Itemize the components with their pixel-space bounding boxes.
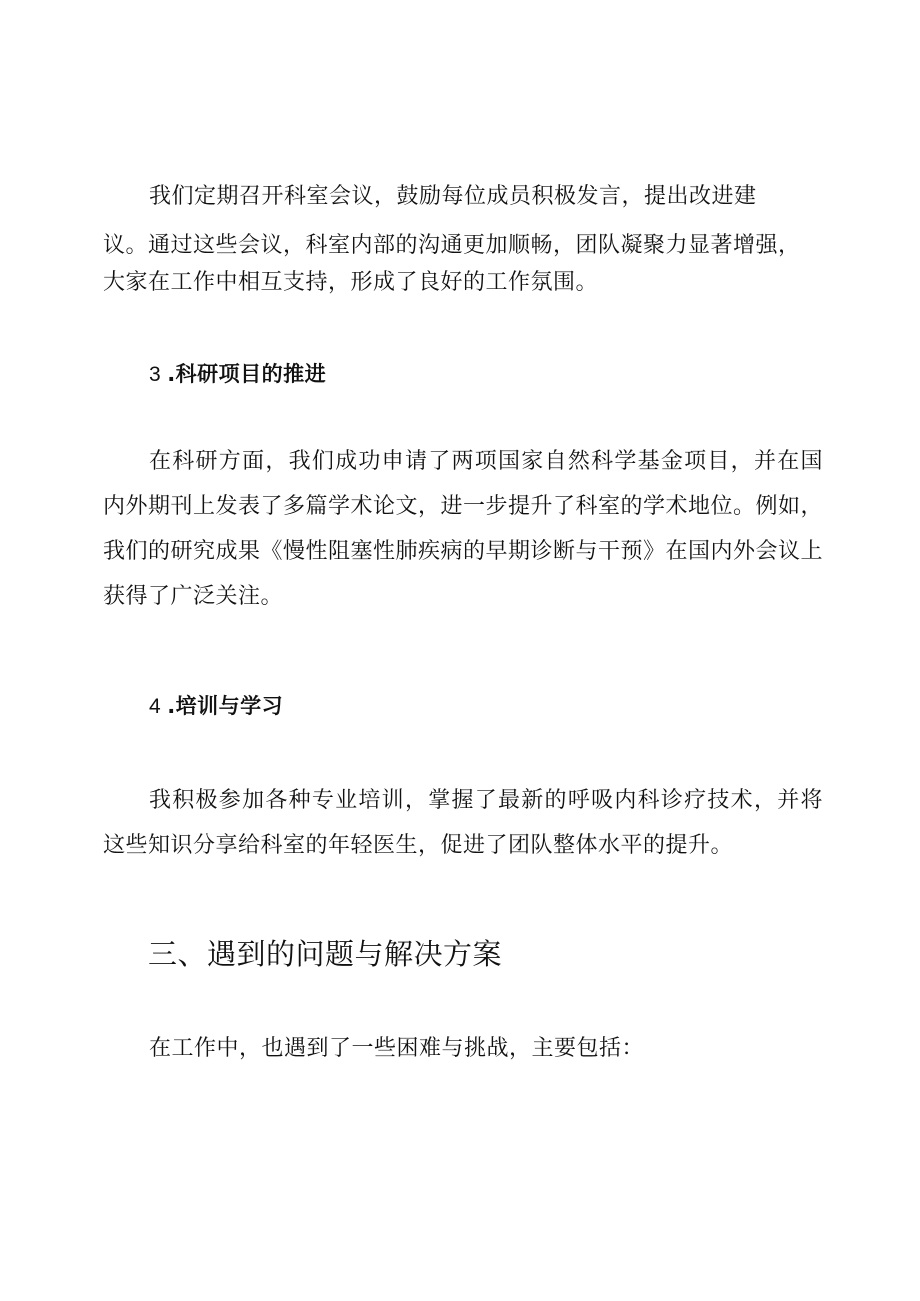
section-3-number: 3	[149, 363, 162, 386]
chapter-3-intro: 在工作中，也遇到了一些困难与挑战，主要包括：	[149, 1036, 645, 1061]
section-3-title: .科研项目的推进	[167, 362, 327, 386]
section-3-paragraph: 在科研方面，我们成功申请了两项国家自然科学基金项目，并在国内外期刊上发表了多篇学术论文，进一步提升了科室的学术地位。例如，我们的研究成果《慢性阻塞性肺疾病的早期诊断与干预》在国内外会议上获得了广泛关注。	[103, 449, 824, 609]
section-4-heading	[149, 691, 283, 722]
continuation-line-3: 大家在工作中相互支持，形成了良好的工作氛围。	[103, 270, 599, 295]
chapter-3-heading: 三、遇到的问题与解决方案	[148, 937, 503, 971]
section-4-title: .培训与学习	[167, 694, 284, 718]
section-4-number: 4	[149, 695, 162, 718]
continuation-paragraph	[103, 174, 823, 305]
section-4-paragraph: 我积极参加各种专业培训，掌握了最新的呼吸内科诊疗技术，并将这些知识分享给科室的年轻医生，促进了团队整体水平的提升。	[103, 788, 823, 858]
section-3-heading	[149, 359, 326, 390]
continuation-line-1: 我们定期召开科室会议，鼓励每位成员积极发言，提出改进建	[149, 184, 757, 209]
continuation-line-2: 议。通过这些会议，科室内部的沟通更加顺畅，团队凝聚力显著增强，	[103, 233, 801, 258]
